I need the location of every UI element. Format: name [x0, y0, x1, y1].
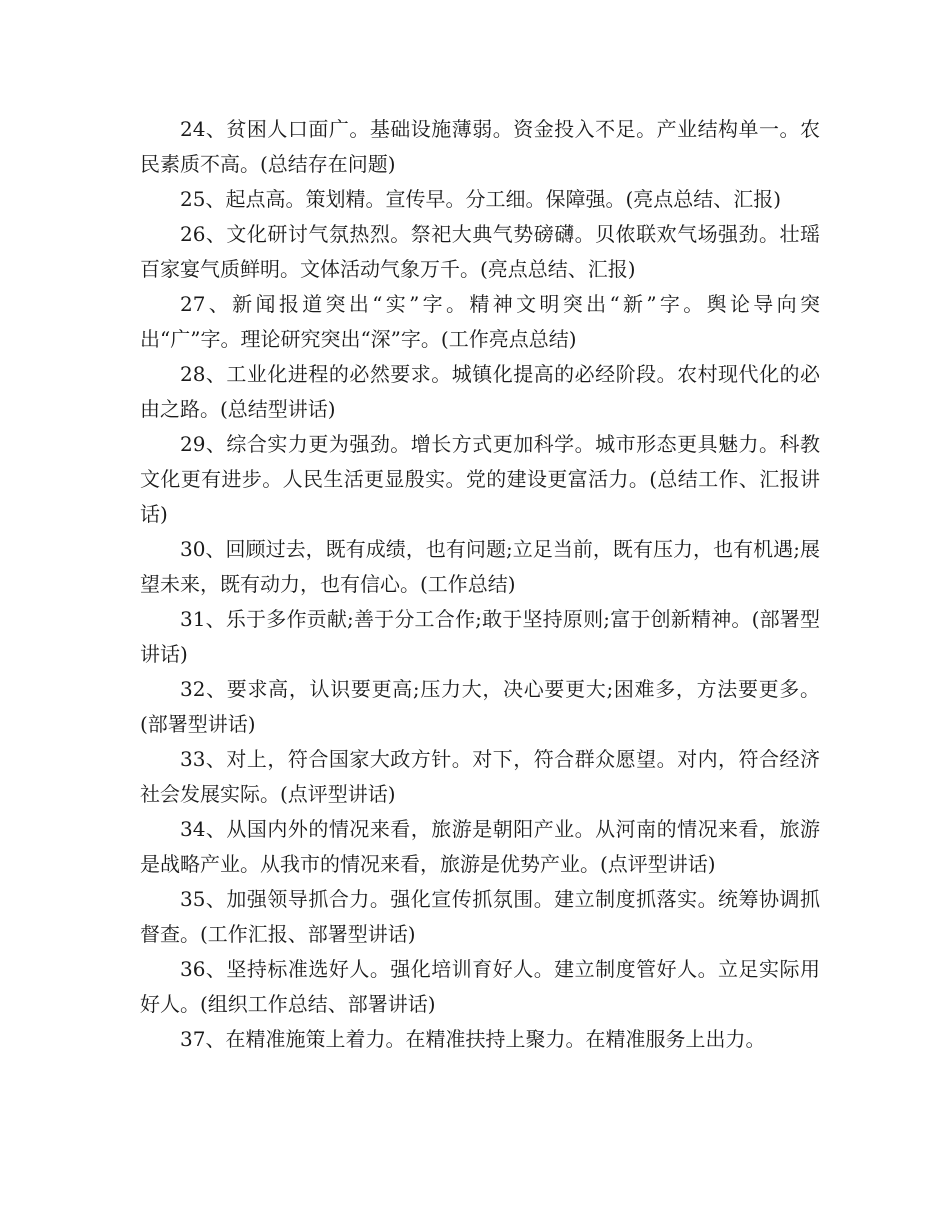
paragraph-31: 31、乐于多作贡献;善于分工合作;敢于坚持原则;富于创新精神。(部署型讲话)	[140, 607, 820, 666]
paragraph-37: 37、在精准施策上着力。在精准扶持上聚力。在精准服务上出力。	[180, 1027, 766, 1051]
paragraph-34: 34、从国内外的情况来看，旅游是朝阳产业。从河南的情况来看，旅游是战略产业。从我市的情况来看，旅游是优势产业。(点评型讲话)	[140, 817, 820, 876]
paragraph-30: 30、回顾过去，既有成绩，也有问题;立足当前，既有压力，也有机遇;展望未来，既有动力，也有信心。(工作总结)	[140, 537, 820, 596]
paragraph-33: 33、对上，符合国家大政方针。对下，符合群众愿望。对内，符合经济社会发展实际。(点评型讲话)	[140, 747, 820, 806]
document-body	[140, 112, 820, 1057]
paragraph-25: 25、起点高。策划精。宣传早。分工细。保障强。(亮点总结、汇报)	[180, 187, 782, 211]
paragraph-27: 27、新闻报道突出“实”字。精神文明突出“新”字。舆论导向突出“广”字。理论研究突出“深”字。(工作亮点总结)	[140, 292, 820, 351]
paragraph-24: 24、贫困人口面广。基础设施薄弱。资金投入不足。产业结构单一。农民素质不高。(总结存在问题)	[140, 117, 820, 176]
paragraph-35: 35、加强领导抓合力。强化宣传抓氛围。建立制度抓落实。统筹协调抓督查。(工作汇报、部署型讲话)	[140, 887, 820, 946]
paragraph-36: 36、坚持标准选好人。强化培训育好人。建立制度管好人。立足实际用好人。(组织工作总结、部署讲话)	[140, 957, 820, 1016]
paragraph-28: 28、工业化进程的必然要求。城镇化提高的必经阶段。农村现代化的必由之路。(总结型讲话)	[140, 362, 820, 421]
paragraph-26: 26、文化研讨气氛热烈。祭祀大典气势磅礴。贝侬联欢气场强劲。壮瑶百家宴气质鲜明。文体活动气象万千。(亮点总结、汇报)	[140, 222, 820, 281]
paragraph-29: 29、综合实力更为强劲。增长方式更加科学。城市形态更具魅力。科教文化更有进步。人民生活更显殷实。党的建设更富活力。(总结工作、汇报讲话)	[140, 432, 820, 526]
paragraph-32: 32、要求高，认识要更高;压力大，决心要更大;困难多，方法要更多。(部署型讲话)	[140, 677, 820, 736]
